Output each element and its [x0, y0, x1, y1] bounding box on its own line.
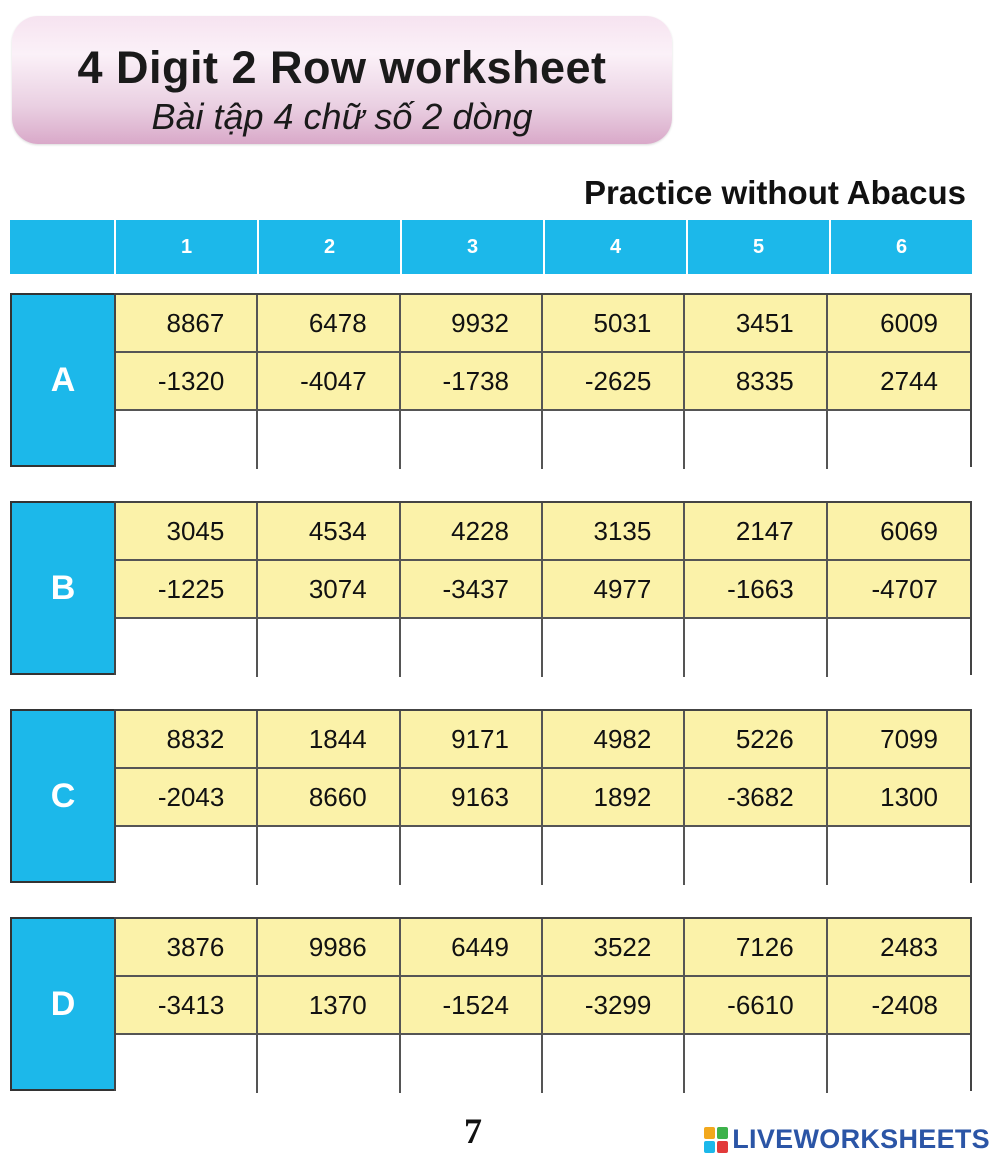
problem-number-cell: 9163 — [401, 769, 543, 827]
problem-number-cell: 3451 — [685, 295, 827, 353]
problem-number-cell: 9171 — [401, 711, 543, 769]
problem-number-cell: -3413 — [116, 977, 258, 1035]
problem-grid — [114, 293, 972, 467]
problem-number-cell: 6069 — [828, 503, 970, 561]
answer-input-cell[interactable] — [828, 619, 970, 677]
problem-number-cell: -2625 — [543, 353, 685, 411]
section-label: D — [10, 917, 114, 1091]
answer-input-cell[interactable] — [401, 1035, 543, 1093]
problem-number-cell: 5226 — [685, 711, 827, 769]
answer-input-cell[interactable] — [258, 1035, 400, 1093]
answer-input-cell[interactable] — [828, 1035, 970, 1093]
answer-input-cell[interactable] — [116, 827, 258, 885]
problem-number-cell: -2043 — [116, 769, 258, 827]
problem-number-cell: -2408 — [828, 977, 970, 1035]
answer-input-cell[interactable] — [258, 411, 400, 469]
problem-number-cell: 3522 — [543, 919, 685, 977]
problem-number-cell: 4534 — [258, 503, 400, 561]
section-label: A — [10, 293, 114, 467]
problem-number-cell: 8867 — [116, 295, 258, 353]
brand-name: LIVEWORKSHEETS — [732, 1124, 990, 1154]
problem-number-cell: 8832 — [116, 711, 258, 769]
problem-number-cell: -1524 — [401, 977, 543, 1035]
problem-number-cell: -6610 — [685, 977, 827, 1035]
answer-input-cell[interactable] — [685, 827, 827, 885]
problem-number-cell: 5031 — [543, 295, 685, 353]
problem-number-cell: -3682 — [685, 769, 827, 827]
practice-heading: Practice without Abacus — [583, 174, 966, 211]
problem-number-cell: -3299 — [543, 977, 685, 1035]
section-b — [10, 501, 972, 675]
header-corner — [10, 220, 114, 274]
answer-input-cell[interactable] — [543, 1035, 685, 1093]
problem-number-cell: 9986 — [258, 919, 400, 977]
problem-number-cell: 6478 — [258, 295, 400, 353]
problem-number-cell: 8660 — [258, 769, 400, 827]
worksheet-title: 4 Digit 2 Row worksheet — [77, 42, 607, 93]
answer-input-cell[interactable] — [543, 411, 685, 469]
problem-number-cell: 4228 — [401, 503, 543, 561]
problem-number-cell: 3135 — [543, 503, 685, 561]
answer-input-cell[interactable] — [258, 619, 400, 677]
column-header-5: 5 — [686, 220, 829, 274]
problem-number-cell: 2483 — [828, 919, 970, 977]
section-label: B — [10, 501, 114, 675]
column-header-4: 4 — [543, 220, 686, 274]
column-header-2: 2 — [257, 220, 400, 274]
problem-grid — [114, 501, 972, 675]
answer-input-cell[interactable] — [401, 619, 543, 677]
answer-input-cell[interactable] — [116, 1035, 258, 1093]
problem-number-cell: 1844 — [258, 711, 400, 769]
section-c — [10, 709, 972, 883]
problem-number-cell: -1320 — [116, 353, 258, 411]
answer-input-cell[interactable] — [116, 619, 258, 677]
column-header-row — [10, 220, 972, 274]
problem-number-cell: 6449 — [401, 919, 543, 977]
problem-number-cell: -3437 — [401, 561, 543, 619]
problem-number-cell: 1370 — [258, 977, 400, 1035]
column-header-6: 6 — [829, 220, 972, 274]
section-label: C — [10, 709, 114, 883]
problem-number-cell: -1225 — [116, 561, 258, 619]
problem-number-cell: -4707 — [828, 561, 970, 619]
problem-number-cell: 3876 — [116, 919, 258, 977]
answer-input-cell[interactable] — [401, 827, 543, 885]
problem-number-cell: 6009 — [828, 295, 970, 353]
answer-input-cell[interactable] — [401, 411, 543, 469]
problem-number-cell: -1663 — [685, 561, 827, 619]
section-a — [10, 293, 972, 467]
liveworksheets-logo-icon — [704, 1127, 728, 1153]
problem-number-cell: 7099 — [828, 711, 970, 769]
problem-number-cell: 3045 — [116, 503, 258, 561]
problem-number-cell: -1738 — [401, 353, 543, 411]
answer-input-cell[interactable] — [685, 411, 827, 469]
section-d — [10, 917, 972, 1091]
answer-input-cell[interactable] — [543, 619, 685, 677]
answer-input-cell[interactable] — [116, 411, 258, 469]
problem-number-cell: 8335 — [685, 353, 827, 411]
problem-number-cell: 9932 — [401, 295, 543, 353]
column-header-3: 3 — [400, 220, 543, 274]
answer-input-cell[interactable] — [685, 1035, 827, 1093]
title-banner — [12, 16, 672, 144]
problem-number-cell: 2147 — [685, 503, 827, 561]
answer-input-cell[interactable] — [828, 827, 970, 885]
page-number: 7 — [464, 1111, 482, 1151]
problem-number-cell: 3074 — [258, 561, 400, 619]
problem-grid — [114, 709, 972, 883]
answer-input-cell[interactable] — [543, 827, 685, 885]
problem-number-cell: 1300 — [828, 769, 970, 827]
problem-grid — [114, 917, 972, 1091]
answer-input-cell[interactable] — [258, 827, 400, 885]
worksheet-subtitle-vietnamese: Bài tập 4 chữ số 2 dòng — [151, 96, 533, 137]
problem-number-cell: 7126 — [685, 919, 827, 977]
liveworksheets-brand — [704, 1124, 990, 1155]
answer-input-cell[interactable] — [828, 411, 970, 469]
problem-number-cell: 4982 — [543, 711, 685, 769]
problem-number-cell: 2744 — [828, 353, 970, 411]
answer-input-cell[interactable] — [685, 619, 827, 677]
problem-number-cell: -4047 — [258, 353, 400, 411]
column-header-1: 1 — [114, 220, 257, 274]
problem-number-cell: 1892 — [543, 769, 685, 827]
problem-number-cell: 4977 — [543, 561, 685, 619]
